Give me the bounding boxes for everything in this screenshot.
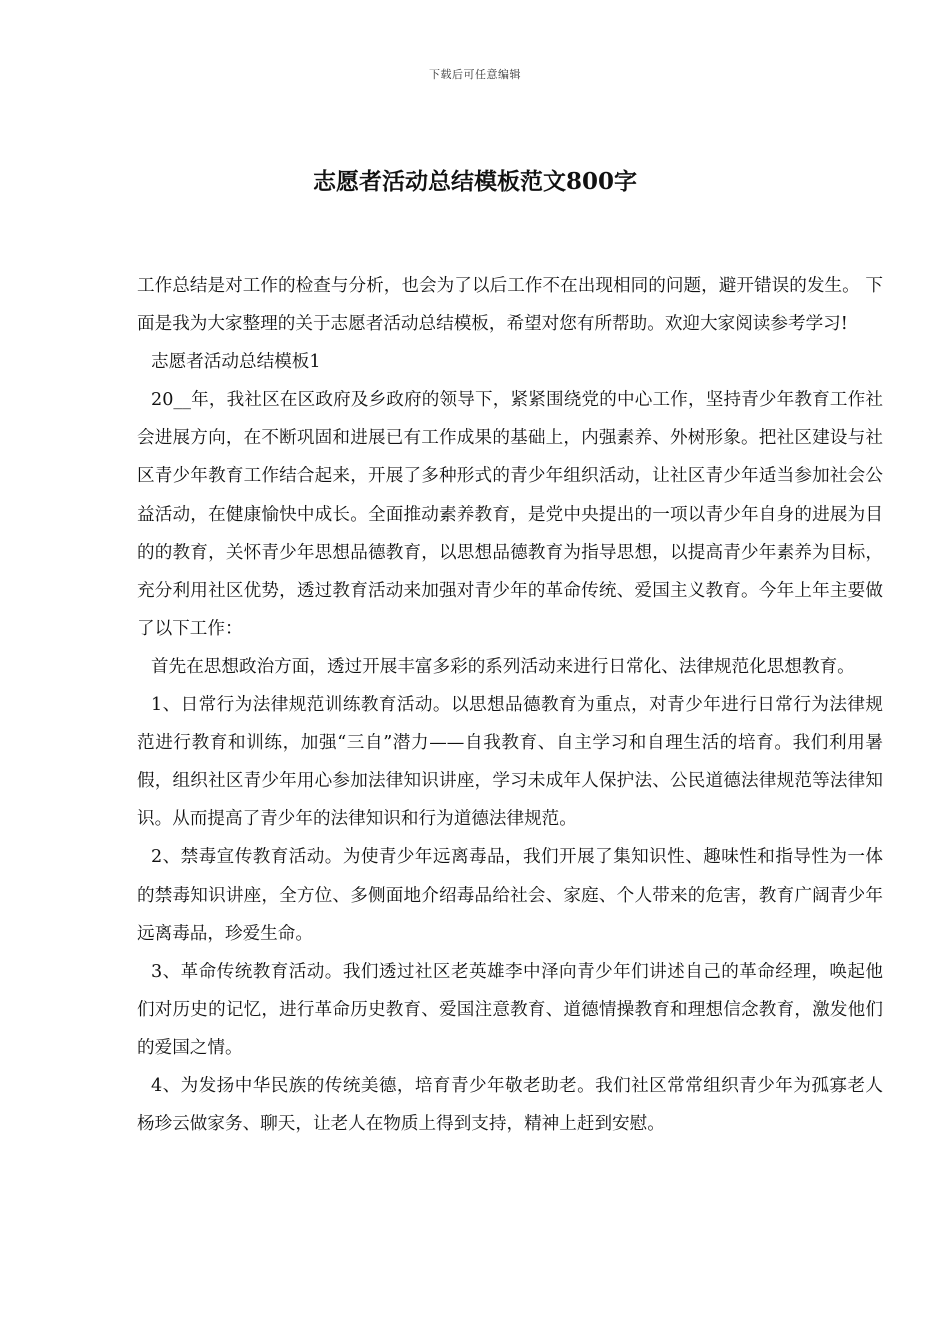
intro-paragraph: 工作总结是对工作的检查与分析，也会为了以后工作不在出现相同的问题，避开错误的发生。 下面是我为大家整理的关于志愿者活动总结模板，希望对您有所帮助。欢迎大家阅读参考学习! [137,276,883,335]
header-note: 下载后可任意编辑 [429,68,521,81]
list-item-paragraph: 2、禁毒宣传教育活动。为使青少年远离毒品，我们开展了集知识性、趣味性和指导性为一体的禁毒知识讲座，全方位、多侧面地介绍毒品给社会、家庭、个人带来的危害，教育广阔青少年远离毒品，珍爱生命。 [137,847,883,944]
document-title: 志愿者活动总结模板范文800字 [312,168,637,195]
body-paragraph: 20__年，我社区在区政府及乡政府的领导下，紧紧围绕党的中心工作，坚持青少年教育工作社会进展方向，在不断巩固和进展已有工作成果的基础上，内强素养、外树形象。把社区建设与社区青少年教育工作结合起来，开展了多种形式的青少年组织活动，让社区青少年适当参加社会公益活动，在健康愉快中成长。全面推动素养教育，是党中央提出的一项以青少年自身的进展为目的的教育，关怀青少年思想品德教育，以思想品德教育为指导思想，以提高青少年素养为目标，充分利用社区优势，透过教育活动来加强对青少年的革命传统、爱国主义教育。今年上年主要做了以下工作： [137,390,883,639]
document-body [137,267,883,1143]
section-heading: 志愿者活动总结模板1 [151,352,321,373]
list-item-paragraph: 4、为发扬中华民族的传统美德，培育青少年敬老助老。我们社区常常组织青少年为孤寡老人杨珍云做家务、聊天，让老人在物质上得到支持，精神上赶到安慰。 [137,1075,883,1135]
list-item-paragraph: 3、革命传统教育活动。我们透过社区老英雄李中泽向青少年们讲述自己的革命经理，唤起他们对历史的记忆，进行革命历史教育、爱国注意教育、道德情操教育和理想信念教育，激发他们的爱国之情。 [137,961,883,1058]
body-paragraph: 首先在思想政治方面，透过开展丰富多彩的系列活动来进行日常化、法律规范化思想教育。 [151,656,855,677]
list-item-paragraph: 1、日常行为法律规范训练教育活动。以思想品德教育为重点，对青少年进行日常行为法律规范进行教育和训练，加强“三自”潜力——自我教育、自主学习和自理生活的培育。我们利用暑假，组织社区青少年用心参加法律知识讲座，学习未成年人保护法、公民道德法律规范等法律知识。从而提高了青少年的法律知识和行为道德法律规范。 [137,695,883,830]
